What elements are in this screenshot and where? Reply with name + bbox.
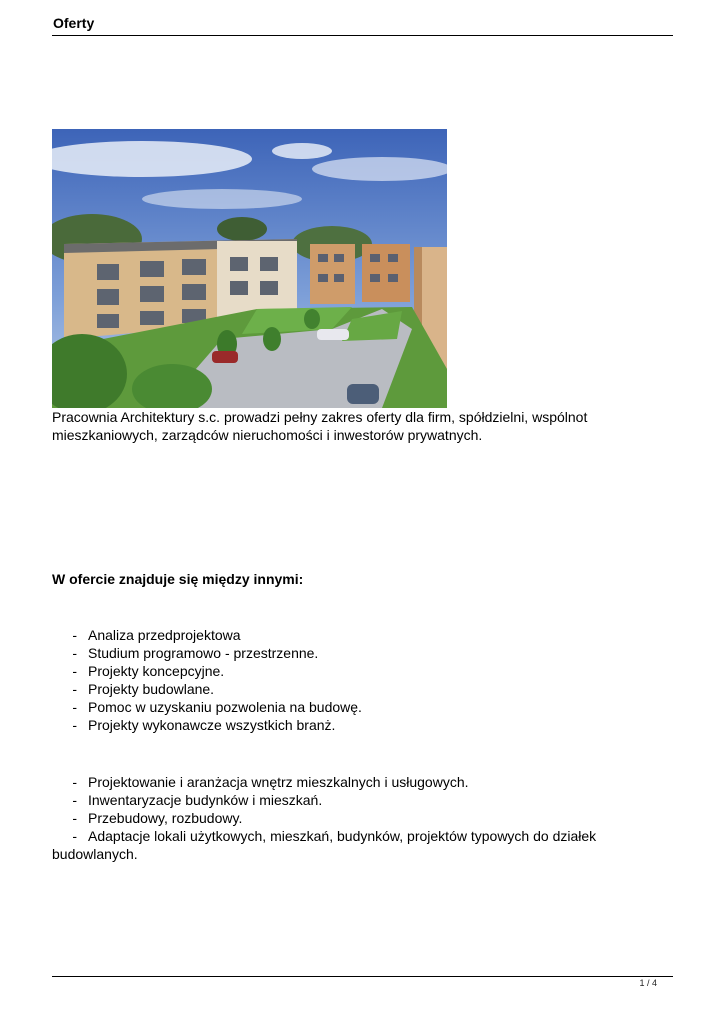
page-title: Oferty (53, 15, 95, 31)
list-item (52, 644, 672, 662)
list-dash: - (72, 681, 77, 697)
services-list-secondary (52, 773, 672, 863)
list-dash: - (72, 699, 77, 715)
intro-line: mieszkaniowych, zarządców nieruchomości i inwestorów prywatnych. (52, 427, 483, 443)
section-heading: W ofercie znajduje się między innymi: (52, 571, 304, 587)
list-item (52, 716, 672, 734)
header-divider (52, 35, 673, 36)
list-dash: - (72, 828, 77, 844)
list-dash: - (72, 774, 77, 790)
list-item-text: Pomoc w uzyskaniu pozwolenia na budowę. (88, 699, 362, 715)
residential-complex-rendering (52, 129, 447, 408)
list-item-text: Studium programowo - przestrzenne. (88, 645, 319, 661)
page-number: 1 / 4 (639, 978, 657, 988)
list-dash: - (72, 627, 77, 643)
list-item (52, 698, 672, 716)
list-item-text: Adaptacje lokali użytkowych, mieszkań, budynków, projektów typowych do działek (88, 828, 597, 844)
list-item-text: Projektowanie i aranżacja wnętrz mieszkalnych i usługowych. (88, 774, 469, 790)
list-item (52, 626, 672, 644)
intro-line: Pracownia Architektury s.c. prowadzi pełny zakres oferty dla firm, spółdzielni, wspólnot (52, 409, 588, 425)
intro-paragraph (52, 408, 652, 444)
list-item (52, 773, 672, 791)
list-item (52, 791, 672, 809)
list-dash: - (72, 645, 77, 661)
list-item-text: Analiza przedprojektowa (88, 627, 241, 643)
list-item (52, 809, 672, 827)
list-item-text: Projekty budowlane. (88, 681, 215, 697)
list-item-text: Inwentaryzacje budynków i mieszkań. (88, 792, 323, 808)
list-dash: - (72, 663, 77, 679)
list-item-text: Przebudowy, rozbudowy. (88, 810, 243, 826)
footer-divider (52, 976, 673, 977)
list-item-continuation: budowlanych. (52, 846, 138, 862)
list-dash: - (72, 810, 77, 826)
list-item (52, 827, 672, 845)
list-item-text: Projekty koncepcyjne. (88, 663, 225, 679)
list-dash: - (72, 717, 77, 733)
list-item (52, 662, 672, 680)
services-list-primary (52, 626, 672, 734)
list-item (52, 680, 672, 698)
list-item-text: Projekty wykonawcze wszystkich branż. (88, 717, 336, 733)
list-dash: - (72, 792, 77, 808)
